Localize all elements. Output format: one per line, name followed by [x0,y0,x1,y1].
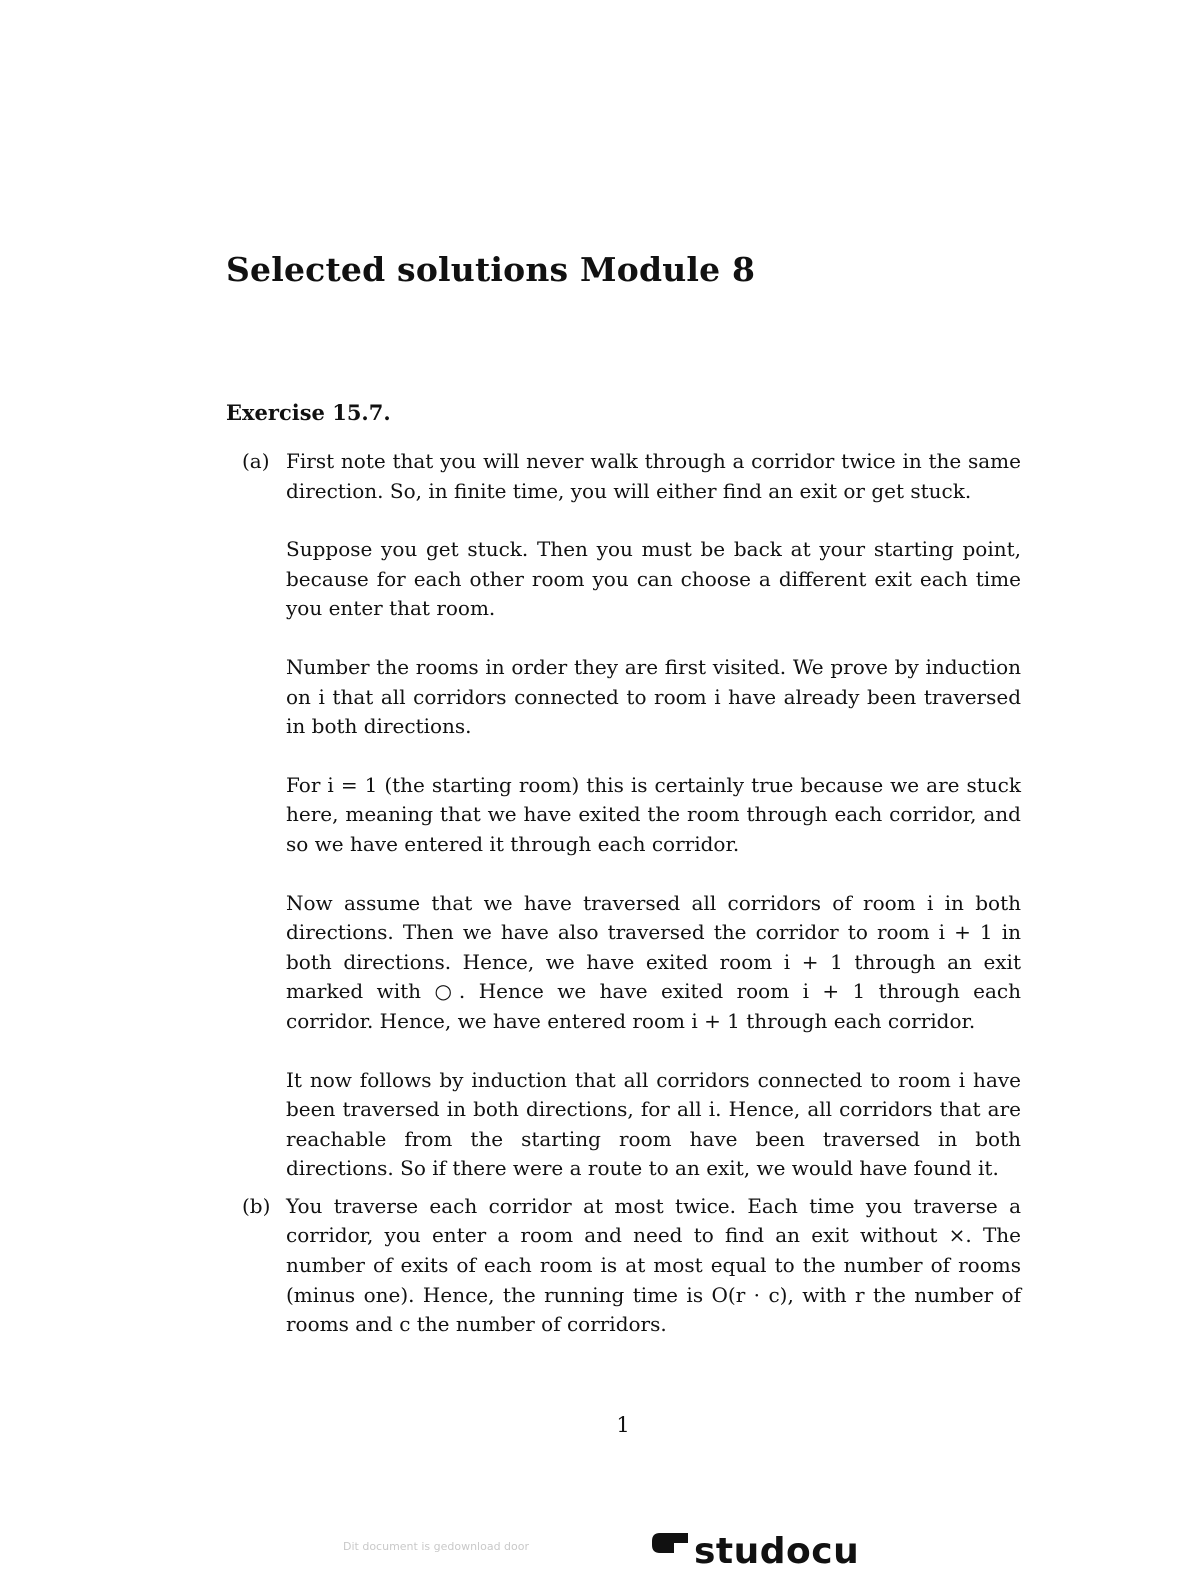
part-a-paragraph-1: First note that you will never walk through a corridor twice in the same direction. So, in finite time, you will either find an exit or get stuck. [286,449,1021,503]
part-a-paragraph-2: Suppose you get stuck. Then you must be back at your starting point, because for each other room you can choose a different exit each time you enter that room. [286,537,1021,621]
part-a-label: (a) [242,449,270,473]
part-a-paragraph-6: It now follows by induction that all corridors connected to room i have been traversed in both directions, for all i. Hence, all corridors that are reachable from the starting room have been traversed in both directions. So if there were a route to an exit, we would have found it. [286,1067,1021,1181]
exercise-heading: Exercise 15.7. [226,400,391,425]
part-b [242,1192,1021,1340]
studocu-logo-icon [650,1531,690,1561]
studocu-logo[interactable] [650,1531,860,1572]
page-number: 1 [616,1413,630,1437]
part-a-paragraph-3: Number the rooms in order they are first visited. We prove by induction on i that all corridors connected to room i have already been traversed in both directions. [286,654,1021,739]
part-b-label: (b) [242,1193,271,1218]
studocu-logo-text: studocu [694,1531,860,1572]
exercise-content [242,447,1021,1340]
footer-download-notice: Dit document is gedownload door [343,1540,530,1553]
page-title: Selected solutions Module 8 [226,250,756,289]
part-a-paragraph-4: For i = 1 (the starting room) this is certainly true because we are stuck here, meaning that we have exited the room through each corridor, and so we have entered it through each corridor. [286,772,1021,856]
part-a-paragraph-5: Now assume that we have traversed all corridors of room i in both directions. Then we have also traversed the corridor to room i + 1 in both directions. Hence, we have exited room i + 1 through an exit marked with ○. Hence we have exited room i + 1 through each corridor. Hence, we have entered room i + 1 through each corridor. [286,890,1021,1033]
part-a [242,447,1021,1184]
part-b-paragraph-1: You traverse each corridor at most twice. Each time you traverse a corridor, you enter a room and need to find an exit without ×. The number of exits of each room is at most equal to the number of rooms (minus one). Hence, the running time is O(r · c), with r the number of rooms and c the number of corridors. [286,1193,1021,1337]
